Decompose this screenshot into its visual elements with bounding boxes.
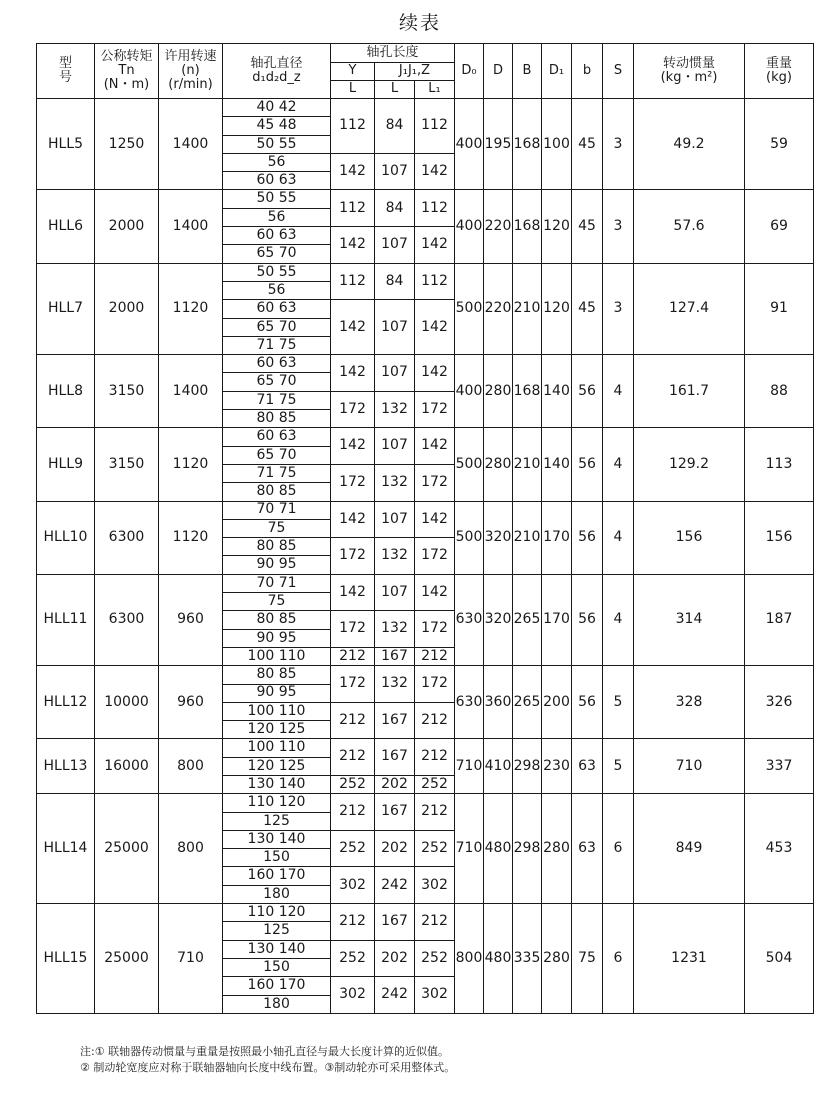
- model-cell: HLL7: [37, 263, 95, 354]
- speed-cell: 1400: [159, 355, 223, 428]
- header-s: S: [603, 44, 634, 99]
- length-j-cell: 107: [375, 153, 415, 190]
- torque-cell: 2000: [95, 190, 159, 263]
- d-cell: 320: [484, 574, 513, 665]
- b-cap-cell: 210: [513, 428, 542, 501]
- length-y-cell: 112: [331, 190, 375, 227]
- d-cell: 195: [484, 99, 513, 190]
- bore-diameter-cell: 125: [223, 812, 331, 830]
- bore-diameter-cell: 65 70: [223, 373, 331, 391]
- length-y-cell: 142: [331, 574, 375, 611]
- d1-cell: 170: [542, 574, 572, 665]
- header-l-j: L: [375, 81, 415, 99]
- length-l1-cell: 112: [415, 263, 455, 300]
- weight-cell: 187: [745, 574, 814, 665]
- d1-cell: 120: [542, 190, 572, 263]
- header-jz: J₁J₁,Z: [375, 63, 455, 81]
- bore-diameter-cell: 90 95: [223, 684, 331, 702]
- length-l1-cell: 112: [415, 190, 455, 227]
- weight-cell: 88: [745, 355, 814, 428]
- length-j-cell: 84: [375, 190, 415, 227]
- bore-diameter-cell: 100 110: [223, 647, 331, 665]
- table-row: [37, 355, 814, 373]
- length-j-cell: 132: [375, 464, 415, 501]
- bore-diameter-cell: 90 95: [223, 556, 331, 574]
- s-cell: 3: [603, 263, 634, 354]
- inertia-cell: 156: [634, 501, 745, 574]
- speed-cell: 1120: [159, 501, 223, 574]
- header-bore-diameter: 轴孔直径 d₁d₂d_z: [223, 44, 331, 99]
- torque-cell: 2000: [95, 263, 159, 354]
- d1-cell: 120: [542, 263, 572, 354]
- length-y-cell: 142: [331, 300, 375, 355]
- length-y-cell: 172: [331, 611, 375, 648]
- d0-cell: 710: [455, 739, 484, 794]
- length-l1-cell: 212: [415, 794, 455, 831]
- bore-diameter-cell: 80 85: [223, 666, 331, 684]
- bore-diameter-cell: 120 125: [223, 721, 331, 739]
- length-y-cell: 252: [331, 940, 375, 977]
- d1-cell: 140: [542, 428, 572, 501]
- footnote: ② 制动轮宽度应对称于联轴器轴向长度中线布置。③制动轮亦可采用整体式。: [80, 1061, 456, 1074]
- footnotes: [80, 1044, 455, 1076]
- table-row: [37, 501, 814, 519]
- length-y-cell: 112: [331, 263, 375, 300]
- model-cell: HLL8: [37, 355, 95, 428]
- length-l1-cell: 142: [415, 501, 455, 538]
- bore-diameter-cell: 40 42: [223, 99, 331, 117]
- d1-cell: 140: [542, 355, 572, 428]
- bore-diameter-cell: 130 140: [223, 940, 331, 958]
- bore-diameter-cell: 56: [223, 153, 331, 171]
- length-y-cell: 142: [331, 355, 375, 392]
- header-b: b: [572, 44, 603, 99]
- d0-cell: 400: [455, 99, 484, 190]
- bore-diameter-cell: 160 170: [223, 977, 331, 995]
- b-cap-cell: 168: [513, 190, 542, 263]
- model-cell: HLL12: [37, 666, 95, 739]
- bore-diameter-cell: 50 55: [223, 135, 331, 153]
- table-row: [37, 666, 814, 684]
- d-cell: 480: [484, 904, 513, 1014]
- length-l1-cell: 252: [415, 830, 455, 867]
- length-y-cell: 172: [331, 538, 375, 575]
- table-row: [37, 574, 814, 592]
- s-cell: 5: [603, 666, 634, 739]
- bore-diameter-cell: 65 70: [223, 318, 331, 336]
- d0-cell: 500: [455, 263, 484, 354]
- b-cell: 63: [572, 739, 603, 794]
- length-l1-cell: 112: [415, 99, 455, 154]
- bore-diameter-cell: 70 71: [223, 501, 331, 519]
- length-l1-cell: 212: [415, 647, 455, 665]
- header-l-y: L: [331, 81, 375, 99]
- b-cap-cell: 265: [513, 666, 542, 739]
- s-cell: 3: [603, 99, 634, 190]
- length-y-cell: 212: [331, 647, 375, 665]
- b-cap-cell: 210: [513, 501, 542, 574]
- length-l1-cell: 212: [415, 904, 455, 941]
- bore-diameter-cell: 150: [223, 958, 331, 976]
- length-y-cell: 172: [331, 464, 375, 501]
- speed-cell: 1400: [159, 99, 223, 190]
- length-l1-cell: 142: [415, 574, 455, 611]
- table-row: [37, 794, 814, 812]
- torque-cell: 1250: [95, 99, 159, 190]
- d-cell: 220: [484, 263, 513, 354]
- speed-cell: 960: [159, 666, 223, 739]
- bore-diameter-cell: 80 85: [223, 410, 331, 428]
- torque-cell: 25000: [95, 794, 159, 904]
- length-y-cell: 142: [331, 227, 375, 264]
- torque-cell: 10000: [95, 666, 159, 739]
- length-l1-cell: 142: [415, 355, 455, 392]
- length-y-cell: 212: [331, 702, 375, 739]
- d0-cell: 630: [455, 666, 484, 739]
- bore-diameter-cell: 80 85: [223, 611, 331, 629]
- inertia-cell: 1231: [634, 904, 745, 1014]
- length-l1-cell: 172: [415, 538, 455, 575]
- length-j-cell: 202: [375, 830, 415, 867]
- length-j-cell: 132: [375, 538, 415, 575]
- inertia-cell: 127.4: [634, 263, 745, 354]
- model-cell: HLL13: [37, 739, 95, 794]
- torque-cell: 6300: [95, 501, 159, 574]
- d0-cell: 400: [455, 190, 484, 263]
- header-y: Y: [331, 63, 375, 81]
- header-torque: 公称转矩 Tn (N・m): [95, 44, 159, 99]
- length-y-cell: 142: [331, 501, 375, 538]
- bore-diameter-cell: 71 75: [223, 336, 331, 354]
- bore-diameter-cell: 60 63: [223, 428, 331, 446]
- bore-diameter-cell: 100 110: [223, 702, 331, 720]
- length-j-cell: 242: [375, 867, 415, 904]
- bore-diameter-cell: 110 120: [223, 794, 331, 812]
- s-cell: 5: [603, 739, 634, 794]
- d-cell: 480: [484, 794, 513, 904]
- s-cell: 6: [603, 794, 634, 904]
- bore-diameter-cell: 70 71: [223, 574, 331, 592]
- b-cap-cell: 210: [513, 263, 542, 354]
- bore-diameter-cell: 71 75: [223, 391, 331, 409]
- weight-cell: 69: [745, 190, 814, 263]
- length-j-cell: 107: [375, 355, 415, 392]
- length-y-cell: 172: [331, 391, 375, 428]
- bore-diameter-cell: 130 140: [223, 830, 331, 848]
- inertia-cell: 129.2: [634, 428, 745, 501]
- b-cell: 45: [572, 190, 603, 263]
- d1-cell: 280: [542, 794, 572, 904]
- bore-diameter-cell: 60 63: [223, 355, 331, 373]
- d0-cell: 500: [455, 428, 484, 501]
- b-cell: 56: [572, 666, 603, 739]
- d0-cell: 400: [455, 355, 484, 428]
- torque-cell: 3150: [95, 428, 159, 501]
- length-l1-cell: 172: [415, 464, 455, 501]
- model-cell: HLL14: [37, 794, 95, 904]
- bore-diameter-cell: 120 125: [223, 757, 331, 775]
- table-row: [37, 190, 814, 208]
- header-bore-length: 轴孔长度: [331, 44, 455, 63]
- d1-cell: 230: [542, 739, 572, 794]
- speed-cell: 1400: [159, 190, 223, 263]
- bore-diameter-cell: 60 63: [223, 172, 331, 190]
- bore-diameter-cell: 50 55: [223, 263, 331, 281]
- model-cell: HLL5: [37, 99, 95, 190]
- header-d0: D₀: [455, 44, 484, 99]
- length-j-cell: 167: [375, 904, 415, 941]
- length-y-cell: 212: [331, 794, 375, 831]
- bore-diameter-cell: 80 85: [223, 483, 331, 501]
- length-l1-cell: 252: [415, 940, 455, 977]
- d-cell: 320: [484, 501, 513, 574]
- length-j-cell: 167: [375, 794, 415, 831]
- length-y-cell: 252: [331, 830, 375, 867]
- d1-cell: 100: [542, 99, 572, 190]
- table-row: [37, 99, 814, 117]
- header-l1: L₁: [415, 81, 455, 99]
- length-y-cell: 302: [331, 867, 375, 904]
- s-cell: 6: [603, 904, 634, 1014]
- s-cell: 4: [603, 428, 634, 501]
- d0-cell: 500: [455, 501, 484, 574]
- length-y-cell: 142: [331, 428, 375, 465]
- length-j-cell: 167: [375, 647, 415, 665]
- d0-cell: 800: [455, 904, 484, 1014]
- d0-cell: 630: [455, 574, 484, 665]
- inertia-cell: 710: [634, 739, 745, 794]
- length-j-cell: 107: [375, 227, 415, 264]
- bore-diameter-cell: 75: [223, 519, 331, 537]
- length-j-cell: 202: [375, 940, 415, 977]
- speed-cell: 800: [159, 794, 223, 904]
- bore-diameter-cell: 71 75: [223, 464, 331, 482]
- weight-cell: 337: [745, 739, 814, 794]
- bore-diameter-cell: 75: [223, 593, 331, 611]
- length-y-cell: 212: [331, 904, 375, 941]
- length-j-cell: 167: [375, 702, 415, 739]
- bore-diameter-cell: 180: [223, 995, 331, 1013]
- s-cell: 4: [603, 574, 634, 665]
- length-l1-cell: 302: [415, 867, 455, 904]
- table-row: [37, 739, 814, 757]
- b-cell: 56: [572, 355, 603, 428]
- coupling-spec-table: [36, 43, 814, 1014]
- length-y-cell: 212: [331, 739, 375, 776]
- length-j-cell: 107: [375, 501, 415, 538]
- bore-diameter-cell: 45 48: [223, 117, 331, 135]
- table-row: [37, 428, 814, 446]
- header-model: 型 号: [37, 44, 95, 99]
- s-cell: 3: [603, 190, 634, 263]
- model-cell: HLL15: [37, 904, 95, 1014]
- torque-cell: 6300: [95, 574, 159, 665]
- length-j-cell: 132: [375, 666, 415, 703]
- length-l1-cell: 172: [415, 611, 455, 648]
- speed-cell: 1120: [159, 428, 223, 501]
- bore-diameter-cell: 80 85: [223, 538, 331, 556]
- b-cap-cell: 168: [513, 99, 542, 190]
- page-title: 续表: [398, 12, 441, 34]
- length-l1-cell: 212: [415, 739, 455, 776]
- d-cell: 280: [484, 355, 513, 428]
- model-cell: HLL10: [37, 501, 95, 574]
- length-y-cell: 112: [331, 99, 375, 154]
- table-row: [37, 904, 814, 922]
- length-j-cell: 107: [375, 574, 415, 611]
- b-cell: 56: [572, 501, 603, 574]
- b-cap-cell: 335: [513, 904, 542, 1014]
- length-l1-cell: 172: [415, 666, 455, 703]
- d1-cell: 280: [542, 904, 572, 1014]
- b-cap-cell: 168: [513, 355, 542, 428]
- length-l1-cell: 142: [415, 153, 455, 190]
- bore-diameter-cell: 90 95: [223, 629, 331, 647]
- speed-cell: 710: [159, 904, 223, 1014]
- model-cell: HLL6: [37, 190, 95, 263]
- b-cell: 45: [572, 263, 603, 354]
- footnote: 注:① 联轴器传动惯量与重量是按照最小轴孔直径与最大长度计算的近似值。: [80, 1045, 450, 1058]
- b-cell: 45: [572, 99, 603, 190]
- model-cell: HLL9: [37, 428, 95, 501]
- length-j-cell: 242: [375, 977, 415, 1014]
- header-d: D: [484, 44, 513, 99]
- length-l1-cell: 142: [415, 300, 455, 355]
- weight-cell: 156: [745, 501, 814, 574]
- s-cell: 4: [603, 501, 634, 574]
- length-l1-cell: 172: [415, 391, 455, 428]
- d0-cell: 710: [455, 794, 484, 904]
- d-cell: 410: [484, 739, 513, 794]
- bore-diameter-cell: 130 140: [223, 775, 331, 793]
- bore-diameter-cell: 100 110: [223, 739, 331, 757]
- bore-diameter-cell: 65 70: [223, 245, 331, 263]
- weight-cell: 91: [745, 263, 814, 354]
- length-y-cell: 252: [331, 775, 375, 793]
- speed-cell: 1120: [159, 263, 223, 354]
- bore-diameter-cell: 50 55: [223, 190, 331, 208]
- bore-diameter-cell: 65 70: [223, 446, 331, 464]
- weight-cell: 453: [745, 794, 814, 904]
- length-l1-cell: 252: [415, 775, 455, 793]
- length-j-cell: 167: [375, 739, 415, 776]
- b-cap-cell: 265: [513, 574, 542, 665]
- length-j-cell: 132: [375, 391, 415, 428]
- inertia-cell: 57.6: [634, 190, 745, 263]
- d-cell: 280: [484, 428, 513, 501]
- header-b-cap: B: [513, 44, 542, 99]
- length-j-cell: 84: [375, 99, 415, 154]
- table-header: [37, 44, 814, 99]
- inertia-cell: 328: [634, 666, 745, 739]
- bore-diameter-cell: 160 170: [223, 867, 331, 885]
- weight-cell: 113: [745, 428, 814, 501]
- inertia-cell: 161.7: [634, 355, 745, 428]
- length-j-cell: 202: [375, 775, 415, 793]
- b-cap-cell: 298: [513, 739, 542, 794]
- length-y-cell: 172: [331, 666, 375, 703]
- length-l1-cell: 302: [415, 977, 455, 1014]
- bore-diameter-cell: 56: [223, 208, 331, 226]
- header-speed: 许用转速 (n) (r/min): [159, 44, 223, 99]
- table-body: [37, 99, 814, 1014]
- length-j-cell: 107: [375, 300, 415, 355]
- b-cell: 56: [572, 574, 603, 665]
- speed-cell: 800: [159, 739, 223, 794]
- torque-cell: 3150: [95, 355, 159, 428]
- bore-diameter-cell: 110 120: [223, 904, 331, 922]
- torque-cell: 16000: [95, 739, 159, 794]
- length-j-cell: 84: [375, 263, 415, 300]
- weight-cell: 326: [745, 666, 814, 739]
- header-weight: 重量 (kg): [745, 44, 814, 99]
- b-cell: 63: [572, 794, 603, 904]
- length-l1-cell: 142: [415, 227, 455, 264]
- torque-cell: 25000: [95, 904, 159, 1014]
- bore-diameter-cell: 60 63: [223, 300, 331, 318]
- d1-cell: 200: [542, 666, 572, 739]
- length-l1-cell: 212: [415, 702, 455, 739]
- model-cell: HLL11: [37, 574, 95, 665]
- length-y-cell: 142: [331, 153, 375, 190]
- length-y-cell: 302: [331, 977, 375, 1014]
- inertia-cell: 849: [634, 794, 745, 904]
- bore-diameter-cell: 60 63: [223, 227, 331, 245]
- inertia-cell: 49.2: [634, 99, 745, 190]
- bore-diameter-cell: 56: [223, 281, 331, 299]
- length-l1-cell: 142: [415, 428, 455, 465]
- table-row: [37, 263, 814, 281]
- inertia-cell: 314: [634, 574, 745, 665]
- bore-diameter-cell: 180: [223, 885, 331, 903]
- b-cap-cell: 298: [513, 794, 542, 904]
- d1-cell: 170: [542, 501, 572, 574]
- length-j-cell: 107: [375, 428, 415, 465]
- weight-cell: 59: [745, 99, 814, 190]
- d-cell: 220: [484, 190, 513, 263]
- header-inertia: 转动惯量 (kg・m²): [634, 44, 745, 99]
- d-cell: 360: [484, 666, 513, 739]
- bore-diameter-cell: 150: [223, 849, 331, 867]
- bore-diameter-cell: 125: [223, 922, 331, 940]
- speed-cell: 960: [159, 574, 223, 665]
- b-cell: 56: [572, 428, 603, 501]
- header-d1: D₁: [542, 44, 572, 99]
- s-cell: 4: [603, 355, 634, 428]
- weight-cell: 504: [745, 904, 814, 1014]
- b-cell: 75: [572, 904, 603, 1014]
- length-j-cell: 132: [375, 611, 415, 648]
